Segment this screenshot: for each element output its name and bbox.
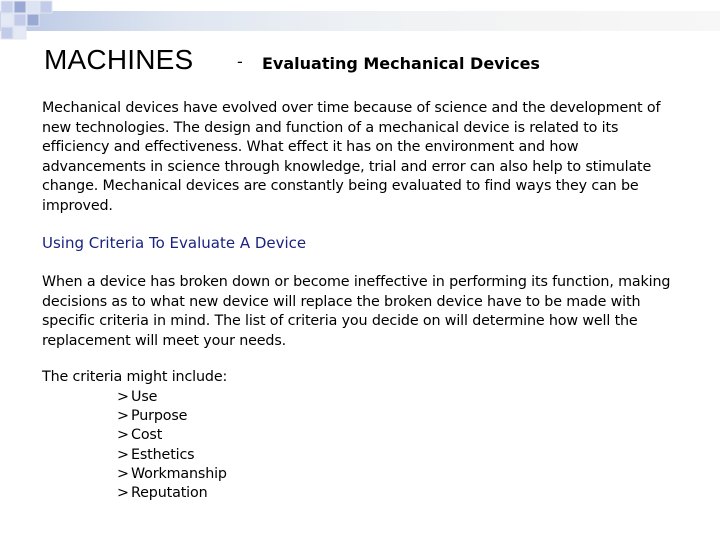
header-decorative-band <box>0 11 720 31</box>
title-row <box>44 40 694 80</box>
list-marker: > <box>117 427 129 444</box>
list-item <box>117 426 227 445</box>
page-subtitle: Evaluating Mechanical Devices <box>262 54 540 73</box>
list-marker: > <box>117 446 129 463</box>
corner-squares-decoration <box>0 0 60 44</box>
section-paragraph: When a device has broken down or become ineffective in performing its function, making decisions as to what new device will replace the broken device have to be made with specific criteria in mind. The list of criteria you decide on will determine how well the replacement will meet your needs. <box>42 274 671 349</box>
title-separator: - <box>237 52 243 71</box>
list-item <box>117 484 227 503</box>
list-item <box>117 388 227 407</box>
criteria-item-label: Purpose <box>131 408 188 425</box>
criteria-item-label: Cost <box>131 427 163 444</box>
criteria-list <box>117 388 227 503</box>
list-item <box>117 465 227 484</box>
list-item <box>117 407 227 426</box>
list-marker: > <box>117 485 129 502</box>
page-title: MACHINES <box>44 44 194 75</box>
criteria-item-label: Reputation <box>131 485 208 502</box>
list-item <box>117 446 227 465</box>
criteria-item-label: Use <box>131 389 158 405</box>
list-marker: > <box>117 389 129 405</box>
list-marker: > <box>117 408 129 425</box>
list-marker: > <box>117 465 129 482</box>
criteria-item-label: Workmanship <box>131 465 227 482</box>
criteria-intro: The criteria might include: <box>42 369 228 385</box>
section-heading: Using Criteria To Evaluate A Device <box>42 234 307 252</box>
criteria-item-label: Esthetics <box>131 446 195 463</box>
intro-paragraph: Mechanical devices have evolved over time because of science and the development of new technologies. The design and function of a mechanical device is related to its efficiency and effectiveness. What effect it has on the environment and how advancements in science through knowledge, trial and error can also help to stimulate change. Mechanical devices are constantly being evaluated to find ways they can be improved. <box>42 100 661 214</box>
